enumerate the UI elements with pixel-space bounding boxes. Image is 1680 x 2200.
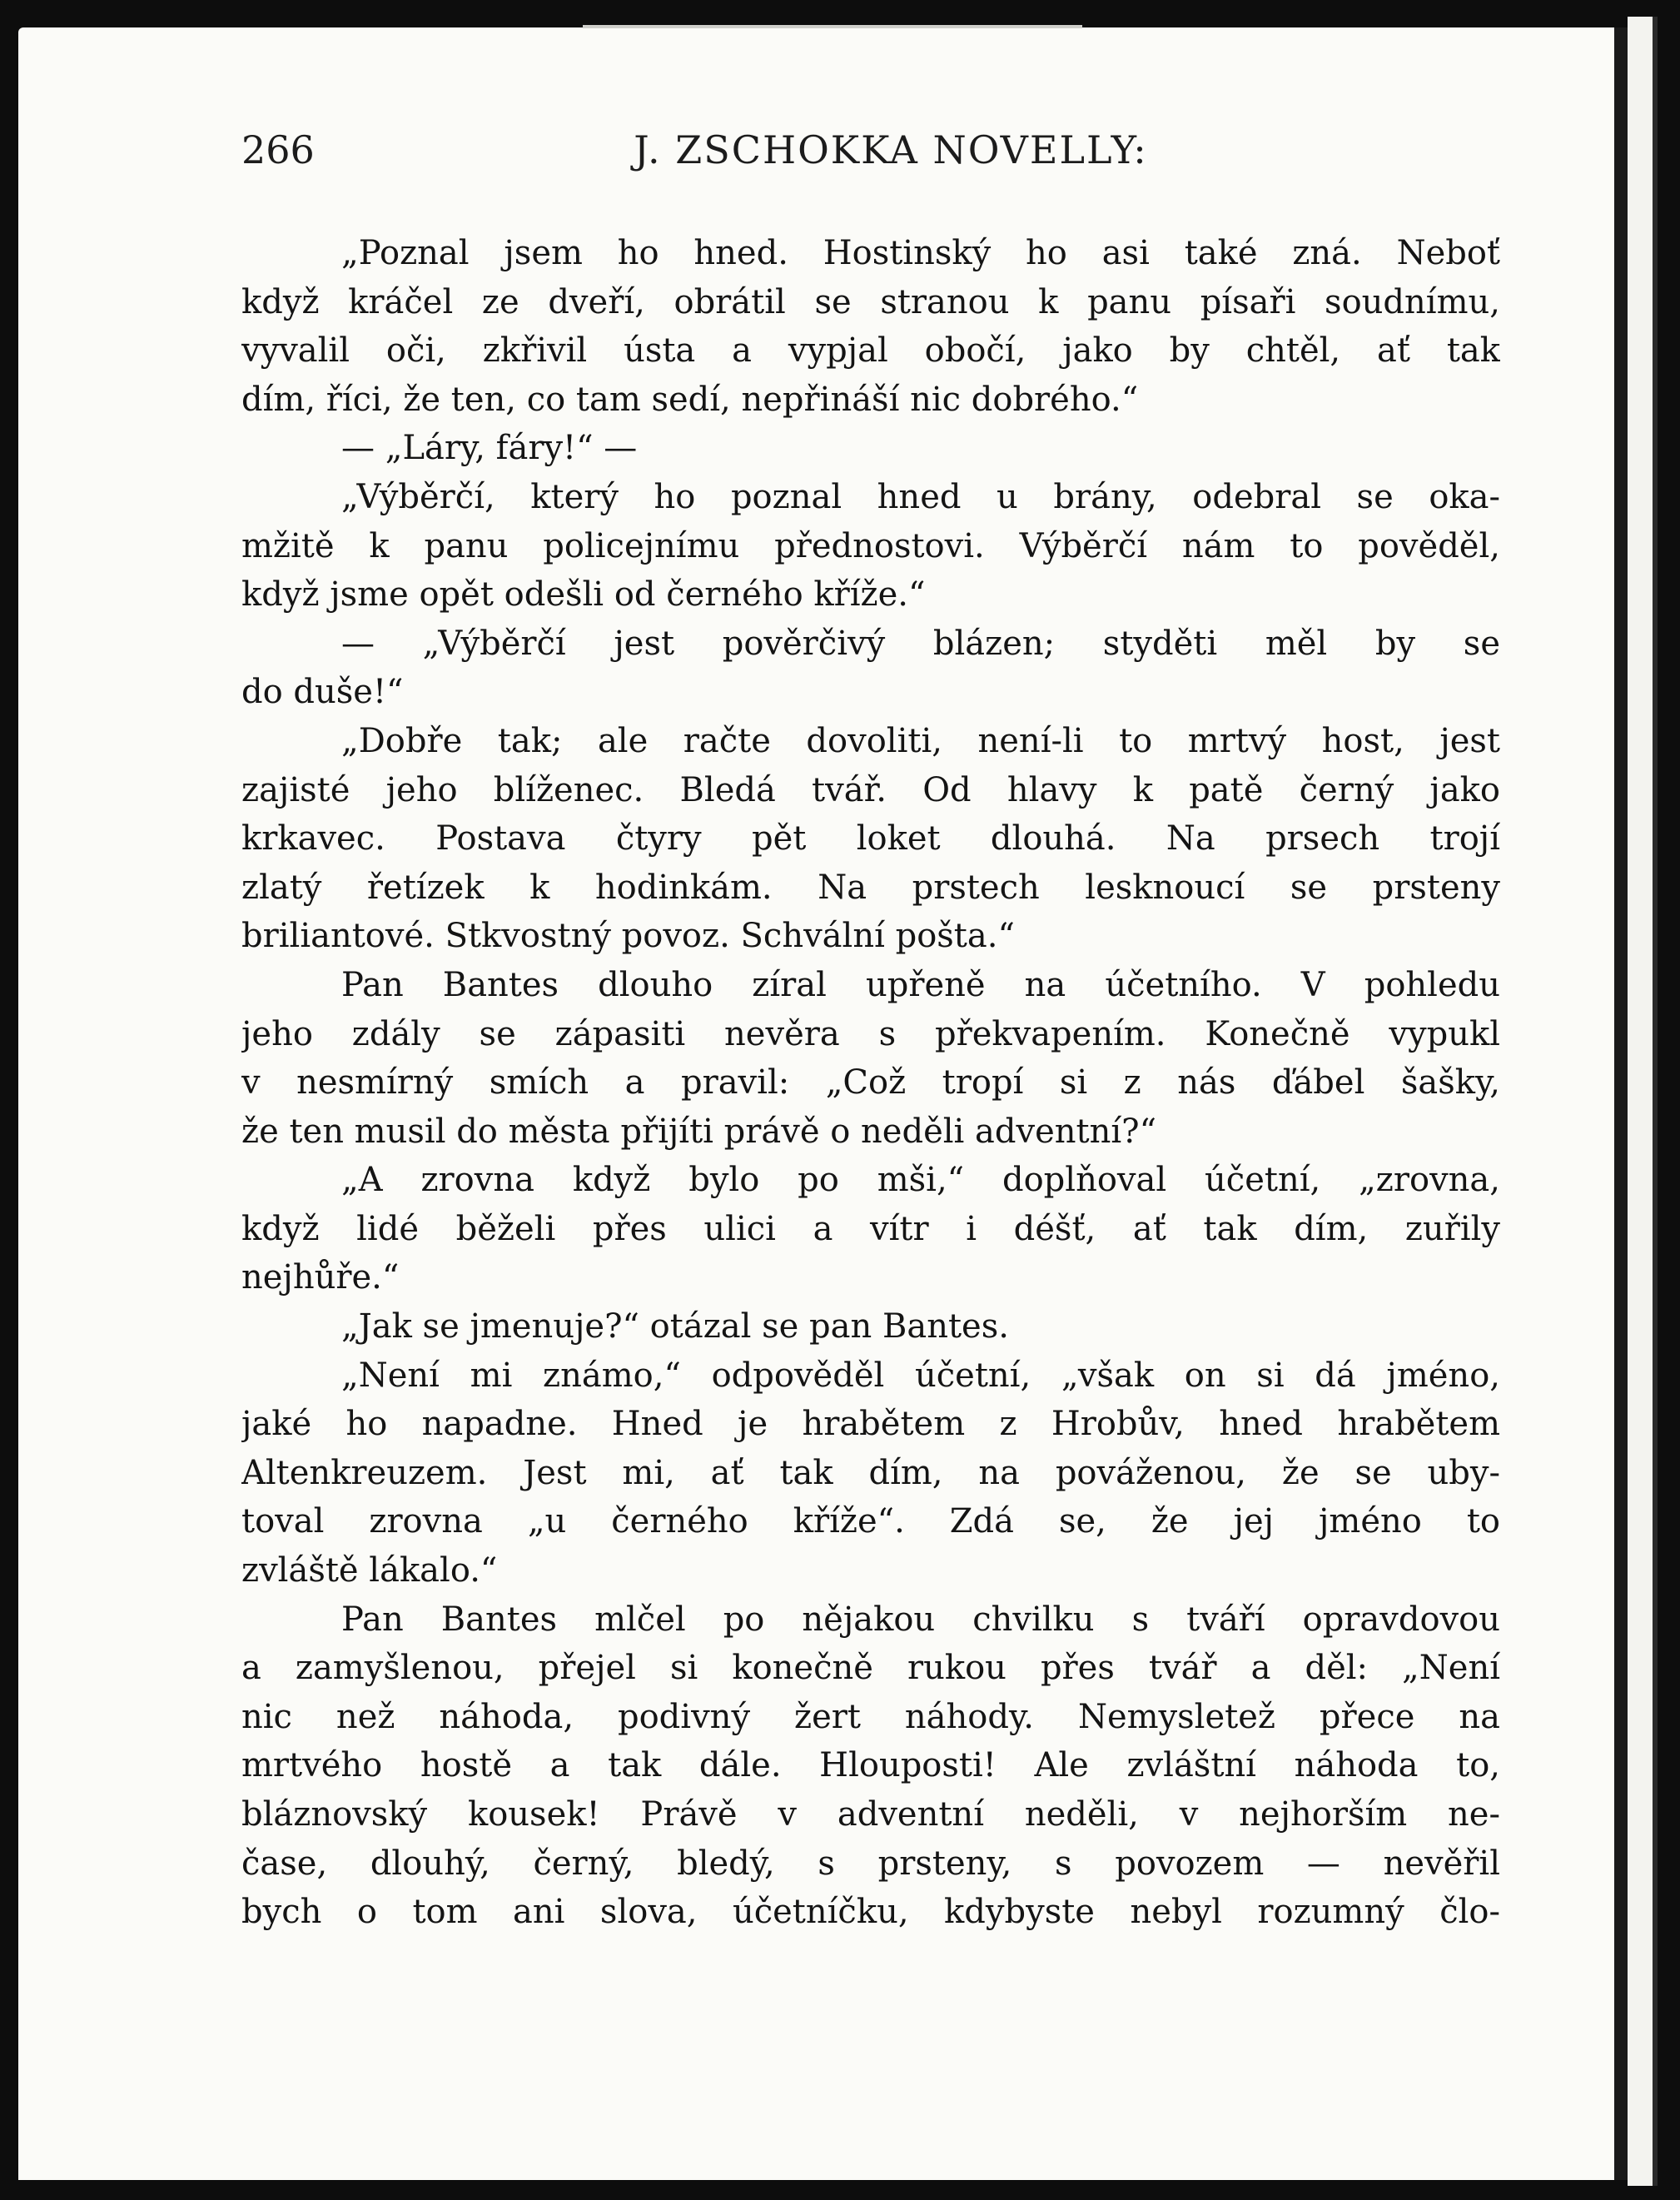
text-line: bych o tom ani slova, účetníčku, kdybyste nebyl rozumný člo- <box>241 1893 1500 1932</box>
text-line: Altenkreuzem. Jest mi, ať tak dím, na pováženou, že se uby- <box>241 1453 1500 1492</box>
text-line: — „Láry, fáry!“ — <box>341 429 638 468</box>
paper-fold-shadow <box>583 25 1082 28</box>
text-line: v nesmírný smích a pravil: „Což tropí si z nás ďábel šašky, <box>241 1063 1500 1102</box>
text-line: krkavec. Postava čtyry pět loket dlouhá. Na prsech trojí <box>241 819 1500 859</box>
text-line: „A zrovna když bylo po mši,“ doplňoval účetní, „zrovna, <box>341 1161 1500 1200</box>
running-title: J. ZSCHOKKA NOVELLY: <box>634 127 1148 172</box>
text-line: — „Výběrčí jest pověrčivý blázen; styděti měl by se <box>341 624 1500 663</box>
text-line: a zamyšlenou, přejel si konečně rukou přes tvář a děl: „Není <box>241 1649 1500 1688</box>
text-line: že ten musil do města přijíti právě o neděli adventní?“ <box>241 1112 1157 1151</box>
text-line: „Poznal jsem ho hned. Hostinský ho asi také zná. Neboť <box>341 234 1500 272</box>
text-line: zvláště lákalo.“ <box>241 1551 498 1590</box>
text-line: bláznovský kousek! Právě v adventní neděli, v nejhorším ne- <box>241 1795 1500 1834</box>
text-line: do duše!“ <box>241 673 404 712</box>
binding-shadow <box>1614 27 1628 2180</box>
text-line: jeho zdály se zápasiti nevěra s překvapením. Konečně vypukl <box>241 1014 1500 1053</box>
running-header <box>241 125 1507 175</box>
page-number: 266 <box>241 127 315 172</box>
text-line: Pan Bantes mlčel po nějakou chvilku s tváří opravdovou <box>341 1600 1500 1639</box>
text-line: „Dobře tak; ale račte dovoliti, není-li to mrtvý host, jest <box>341 721 1500 760</box>
text-line: čase, dlouhý, černý, bledý, s prsteny, s povozem — nevěřil <box>241 1844 1500 1883</box>
scan-border <box>1653 17 1658 2186</box>
text-line: mrtvého hostě a tak dále. Hlouposti! Ale zvláštní náhoda to, <box>241 1746 1500 1785</box>
text-line: vyvalil oči, zkřivil ústa a vypjal obočí, jako by chtěl, ať tak <box>241 331 1500 371</box>
text-line: dím, říci, že ten, co tam sedí, nepřináší nic dobrého.“ <box>241 380 1139 419</box>
text-line: když lidé běželi přes ulici a vítr i déšť, ať tak dím, zuřily <box>241 1209 1500 1248</box>
text-line: zlatý řetízek k hodinkám. Na prstech lesknoucí se prsteny <box>241 868 1500 907</box>
text-line: mžitě k panu policejnímu přednostovi. Výběrčí nám to pověděl, <box>241 526 1500 565</box>
text-line: zajisté jeho blíženec. Bledá tvář. Od hlavy k patě černý jako <box>241 770 1500 809</box>
text-line: když kráčel ze dveří, obrátil se stranou k panu písaři soudnímu, <box>241 282 1500 321</box>
text-line: „Výběrčí, který ho poznal hned u brány, odebral se oka- <box>341 477 1500 516</box>
text-line: „Není mi známo,“ odpověděl účetní, „však on si dá jméno, <box>341 1356 1500 1395</box>
adjacent-page-edge <box>1628 17 1653 2186</box>
text-line: když jsme opět odešli od černého kříže.“ <box>241 575 926 615</box>
text-line: jaké ho napadne. Hned je hrabětem z Hrobův, hned hrabětem <box>241 1405 1500 1444</box>
text-line: Pan Bantes dlouho zíral upřeně na účetního. V pohledu <box>341 965 1500 1004</box>
body-text <box>241 229 1500 1937</box>
text-line: briliantové. Stkvostný povoz. Schvální pošta.“ <box>241 917 1015 956</box>
text-line: nic než náhoda, podivný žert náhody. Nemysletež přece na <box>241 1697 1500 1736</box>
text-line: nejhůře.“ <box>241 1258 400 1297</box>
text-line: „Jak se jmenuje?“ otázal se pan Bantes. <box>341 1307 1009 1346</box>
text-line: toval zrovna „u černého kříže“. Zdá se, že jej jméno to <box>241 1502 1500 1541</box>
